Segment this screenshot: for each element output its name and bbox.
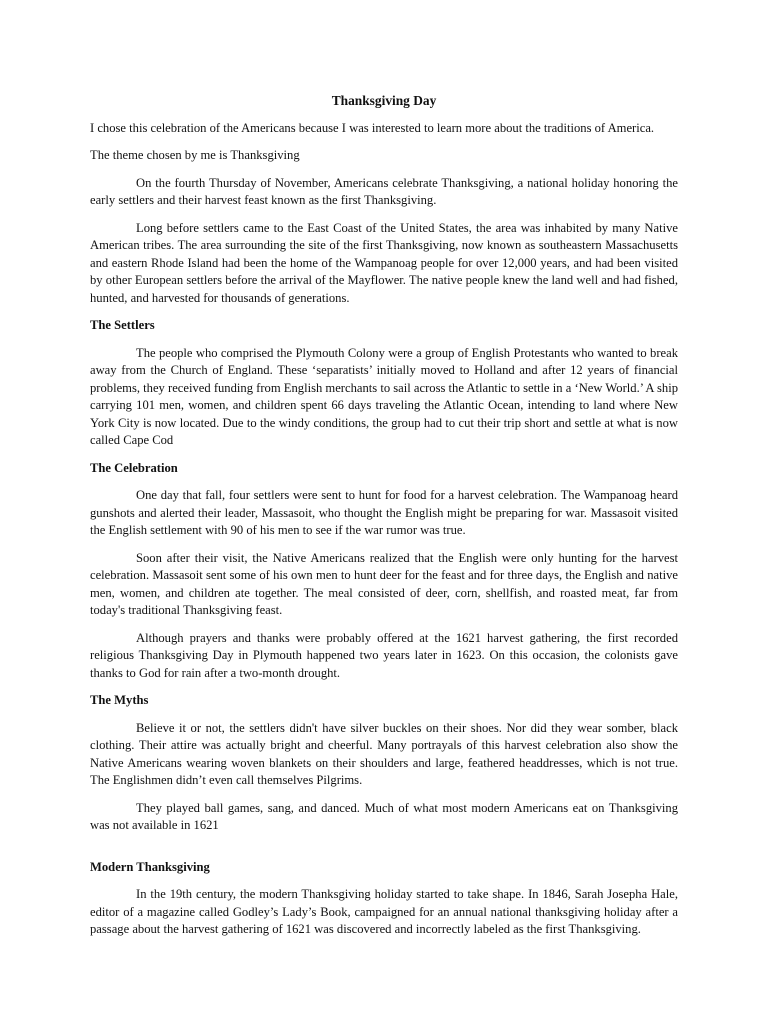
body-paragraph: One day that fall, four settlers were sent to hunt for food for a harvest celebration. The Wampanoag heard gunshots and alerted their leader, Massasoit, who thought the English might be preparing for war. Massasoit visited the English settlement with 90 of his men to see if the war rumor was true.: [90, 488, 678, 537]
section-heading-myths: The Myths: [90, 693, 149, 707]
body-paragraph: Although prayers and thanks were probably offered at the 1621 harvest gathering, the first recorded religious Thanksgiving Day in Plymouth happened two years later in 1623. On this occasion, the colonists gave thanks to God for rain after a two-month drought.: [90, 630, 678, 680]
section-heading-celebration: The Celebration: [90, 460, 178, 475]
body-paragraph: Soon after their visit, the Native Americans realized that the English were only hunting for the harvest celebration. Massasoit sent some of his own men to hunt deer for the feast and for three days, the English and native men, women, and children ate together. The meal consisted of deer, corn, shellfish, and roasted meat, far from today's traditional Thanksgiving feast.: [90, 550, 678, 617]
body-paragraph: They played ball games, sang, and danced. Much of what most modern Americans eat on Thanksgiving was not available in 1621: [90, 800, 678, 832]
intro-paragraph: The theme chosen by me is Thanksgiving: [90, 148, 300, 162]
section-heading-modern-thanksgiving: Modern Thanksgiving: [90, 859, 210, 874]
body-paragraph: Believe it or not, the settlers didn't have silver buckles on their shoes. Nor did they wear somber, black clothing. Their attire was actually bright and cheerful. Many portrayals of this harvest celebration also show the Native Americans wearing woven blankets on their shoulders and large, feathered headdresses, which is not true. The Englishmen didn’t even call themselves Pilgrims.: [90, 720, 678, 787]
intro-paragraph: I chose this celebration of the Americans because I was interested to learn more about the traditions of America.: [90, 120, 655, 135]
body-paragraph: Long before settlers came to the East Coast of the United States, the area was inhabited by many Native American tribes. The area surrounding the site of the first Thanksgiving, now known as southeastern Massachusetts and eastern Rhode Island had been the home of the Wampanoag people for over 12,000 years, and had been visited by other European settlers before the arrival of the Mayflower. The native people knew the land well and had fished, hunted, and harvested for thousands of generations.: [90, 220, 678, 305]
body-paragraph: On the fourth Thursday of November, Americans celebrate Thanksgiving, a national holiday honoring the early settlers and their harvest feast known as the first Thanksgiving.: [90, 175, 678, 207]
body-paragraph: In the 19th century, the modern Thanksgiving holiday started to take shape. In 1846, Sarah Josepha Hale, editor of a magazine called Godley’s Lady’s Book, campaigned for an annual national thanksgiving holiday after a passage about the harvest gathering of 1621 was discovered and incorrectly labeled as the first Thanksgiving.: [90, 887, 678, 936]
section-heading-settlers: The Settlers: [90, 318, 155, 332]
document-title: Thanksgiving Day: [331, 93, 437, 108]
body-paragraph: The people who comprised the Plymouth Colony were a group of English Protestants who wanted to break away from the Church of England. These ‘separatists’ initially moved to Holland and after 12 years of financial problems, they received funding from English merchants to sail across the Atlantic to settle in a ‘New World.’ A ship carrying 101 men, women, and children spent 66 days traveling the Atlantic Ocean, intending to land where New York City is now located. Due to the windy conditions, the group had to cut their trip short and settle at what is now called Cape Cod: [90, 345, 678, 447]
document-page: [90, 92, 678, 949]
